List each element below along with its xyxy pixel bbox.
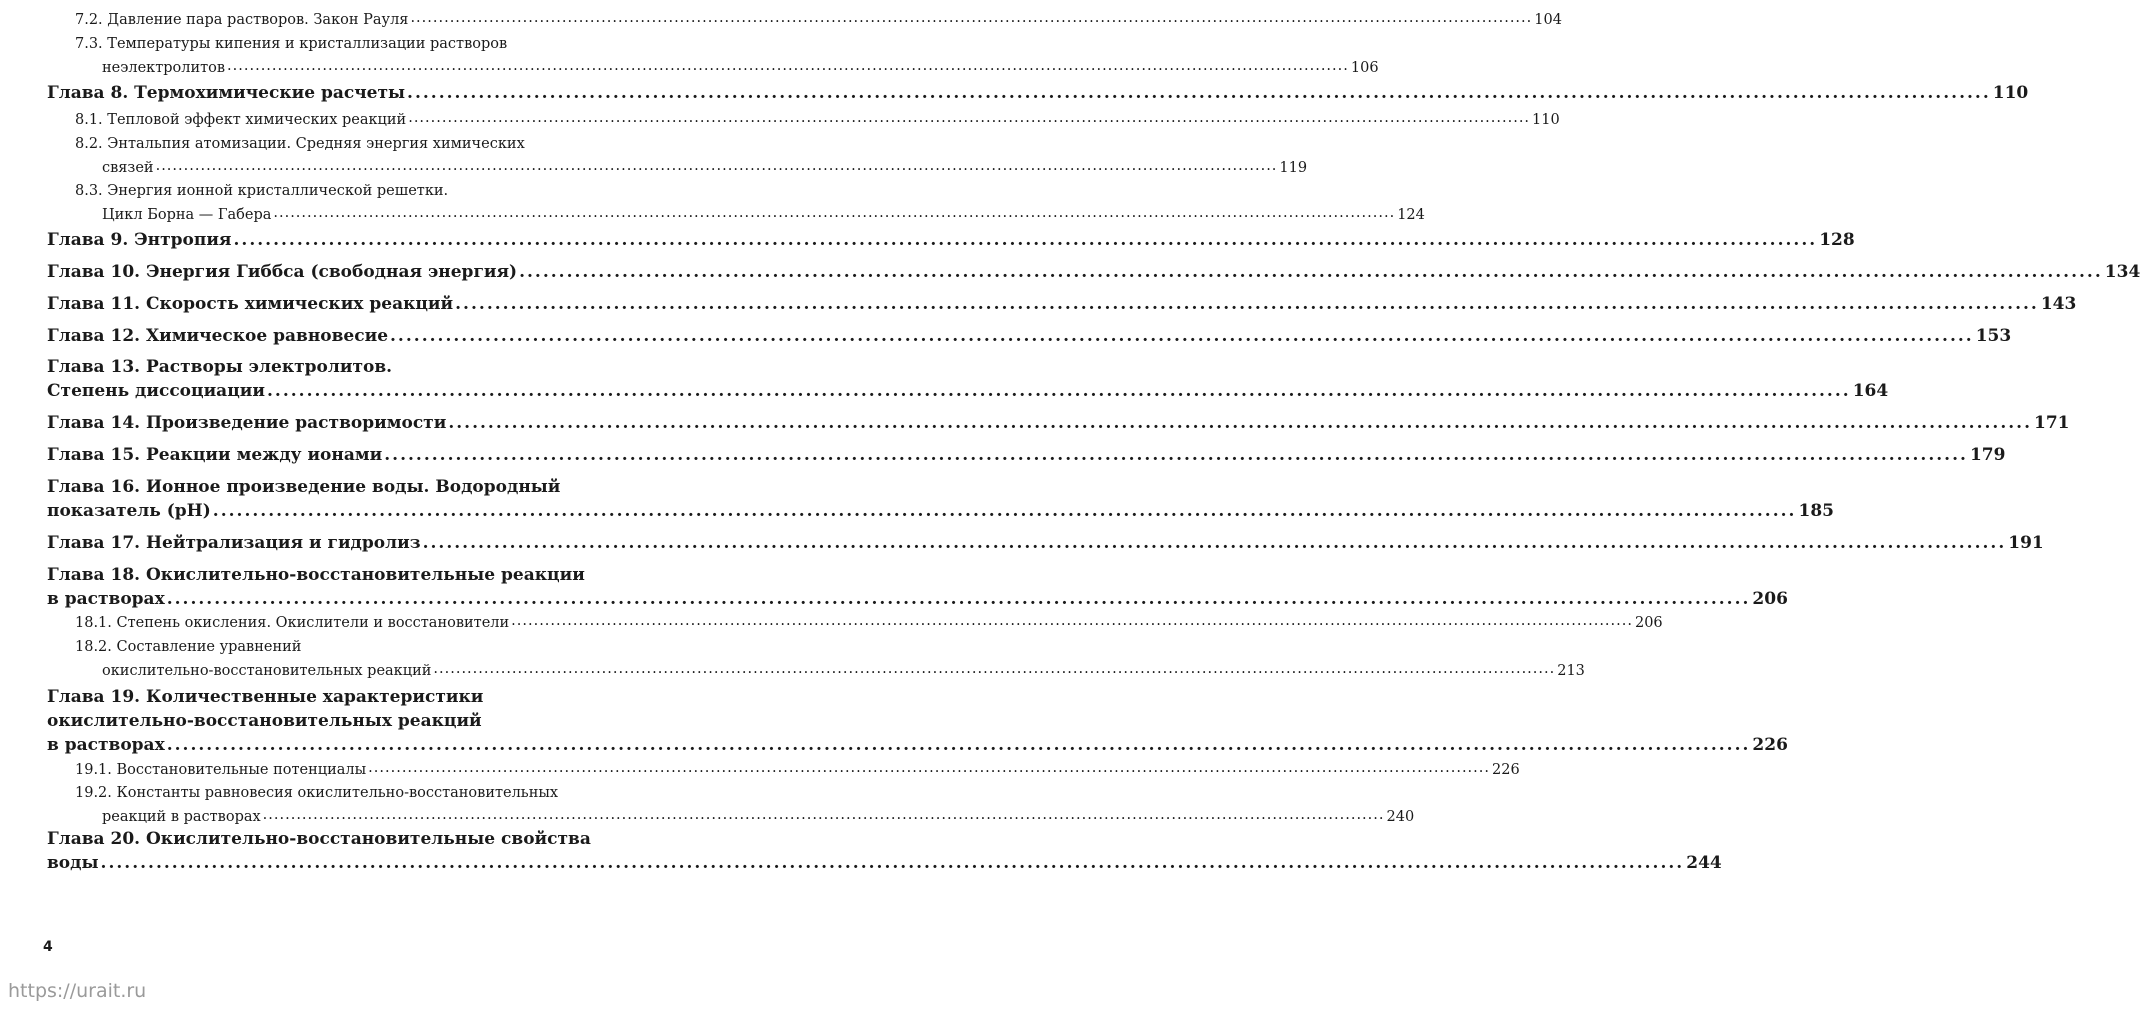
toc-entry-title: неэлектролитов (102, 60, 226, 76)
dot-leader: ........................................................................................................................................................................................................ (166, 735, 1751, 755)
toc-page-number: 185 (1798, 501, 1834, 521)
dot-leader: ........................................................................................................................................................................................................ (384, 445, 1968, 465)
toc-page-number: 244 (1686, 853, 1722, 873)
dot-leader: ........................................................................................................................................................................................................ (155, 158, 1278, 174)
toc-page-number: 104 (1534, 12, 1562, 28)
toc-entry-title: в растворах (47, 735, 165, 755)
dot-leader: ........................................................................................................................................................................................................ (227, 58, 1349, 74)
toc-entry-title: реакций в растворах (102, 809, 261, 825)
toc-entry-title: Цикл Борна — Габера (102, 207, 272, 223)
dot-leader: ........................................................................................................................................................................................................ (262, 807, 1385, 823)
toc-page-number: 106 (1350, 60, 1379, 76)
dot-leader: ........................................................................................................................................................................................................ (455, 294, 2039, 314)
toc-page-number: 110 (1532, 112, 1560, 128)
dot-leader: ........................................................................................................................................................................................................ (390, 326, 1974, 346)
toc-page-number: 124 (1397, 207, 1425, 223)
toc-entry-title: Глава 20. Окислительно-восстановительные свойства (47, 829, 591, 849)
toc-entry-title: воды (47, 853, 99, 873)
toc-page-number: 206 (1752, 589, 1788, 609)
toc-entry-title: окислительно-восстановительных реакций (47, 711, 482, 731)
toc-entry-title: связей (102, 160, 154, 176)
toc-entry-title: 18.1. Степень окисления. Окислители и восстановители (75, 615, 510, 631)
toc-entry-title: 19.2. Константы равновесия окислительно-восстановительных (75, 785, 559, 801)
toc-entry-title: Глава 13. Растворы электролитов. (47, 357, 393, 377)
dot-leader: ........................................................................................................................................................................................................ (448, 413, 2033, 433)
toc-page-number: 213 (1557, 663, 1585, 679)
toc-page-number: 128 (1819, 230, 1855, 250)
toc-entry-title: 7.3. Температуры кипения и кристаллизации растворов (75, 36, 508, 52)
dot-leader: ........................................................................................................................................................................................................ (519, 262, 2103, 282)
dot-leader: ........................................................................................................................................................................................................ (233, 230, 1818, 250)
toc-page-number: 226 (1752, 735, 1788, 755)
toc-entry-title: Глава 16. Ионное произведение воды. Водородный (47, 477, 561, 497)
toc-page-number: 240 (1386, 809, 1415, 825)
dot-leader: ........................................................................................................................................................................................................ (212, 501, 1797, 521)
toc-entry-title: 8.2. Энтальпия атомизации. Средняя энергия химических (75, 136, 525, 152)
dot-leader: ........................................................................................................................................................................................................ (511, 613, 1633, 629)
dot-leader: ........................................................................................................................................................................................................ (166, 589, 1751, 609)
toc-entry-title: окислительно-восстановительных реакций (102, 663, 432, 679)
page-number: 4 (43, 939, 53, 955)
toc-entry-title: Глава 11. Скорость химических реакций (47, 294, 454, 314)
toc-entry-title: Глава 8. Термохимические расчеты (47, 83, 406, 103)
toc-entry-title: в растворах (47, 589, 165, 609)
toc-entry-title: Глава 17. Нейтрализация и гидролиз (47, 533, 421, 553)
toc-page-number: 191 (2008, 533, 2044, 553)
toc-entry-title: Степень диссоциации (47, 381, 265, 401)
toc-page-number: 226 (1492, 762, 1520, 778)
toc-page-number: 119 (1279, 160, 1308, 176)
toc-page-number: 153 (1975, 326, 2012, 346)
toc-page-number: 134 (2104, 262, 2140, 282)
dot-leader: ........................................................................................................................................................................................................ (422, 533, 2007, 553)
dot-leader: ........................................................................................................................................................................................................ (266, 381, 1851, 401)
toc-entry-title: Глава 12. Химическое равновесие (47, 326, 389, 346)
toc-entry-title: Глава 10. Энергия Гиббса (свободная энергия) (47, 262, 518, 282)
toc-page-number: 179 (1969, 445, 2006, 465)
toc-entry-title: 8.3. Энергия ионной кристаллической решетки. (75, 183, 449, 199)
dot-leader: ........................................................................................................................................................................................................ (100, 853, 1685, 873)
toc-entry-title: Глава 14. Произведение растворимости (47, 413, 447, 433)
toc-entry-title: 7.2. Давление пара растворов. Закон Рауля (75, 12, 409, 28)
toc-page-number: 171 (2034, 413, 2070, 433)
dot-leader: ........................................................................................................................................................................................................ (407, 83, 1991, 103)
source-url: https://urait.ru (8, 980, 147, 1002)
dot-leader: ........................................................................................................................................................................................................ (368, 760, 1490, 776)
dot-leader: ........................................................................................................................................................................................................ (408, 110, 1531, 126)
toc-entry-title: показатель (pH) (47, 501, 211, 521)
toc-entry-title: Глава 18. Окислительно-восстановительные реакции (47, 565, 585, 585)
toc-page-number: 206 (1634, 615, 1663, 631)
toc-entry-title: Глава 15. Реакции между ионами (47, 445, 383, 465)
toc-entry-title: 18.2. Составление уравнений (75, 639, 302, 655)
toc-entry-title: Глава 19. Количественные характеристики (47, 687, 484, 707)
toc-entry-title: 8.1. Тепловой эффект химических реакций (75, 112, 407, 128)
toc-page-number: 110 (1992, 83, 2029, 103)
toc-entry-title: 19.1. Восстановительные потенциалы (75, 762, 367, 778)
toc-page-number: 143 (2040, 294, 2077, 314)
toc-page-number: 164 (1852, 381, 1889, 401)
dot-leader: ........................................................................................................................................................................................................ (273, 205, 1396, 221)
dot-leader: ........................................................................................................................................................................................................ (410, 10, 1533, 26)
dot-leader: ........................................................................................................................................................................................................ (433, 661, 1556, 677)
toc-entry-title: Глава 9. Энтропия (47, 230, 232, 250)
